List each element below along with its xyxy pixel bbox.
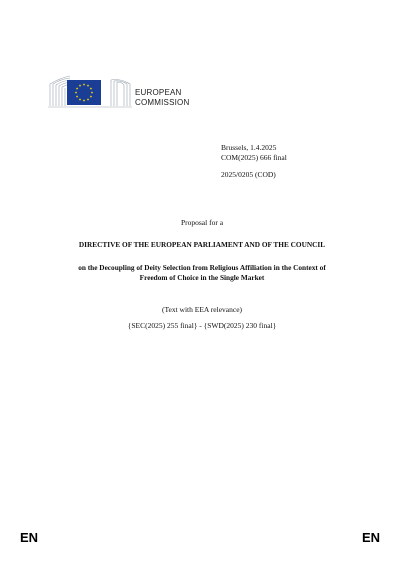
logo-line-european: EUROPEAN xyxy=(135,88,182,97)
proposal-for-label: Proposal for a xyxy=(180,218,224,227)
related-documents-refs: {SEC(2025) 255 final} - {SWD(2025) 230 final} xyxy=(127,321,277,330)
procedure-number: 2025/0205 (COD) xyxy=(221,170,276,179)
language-code-left: EN xyxy=(20,530,39,545)
com-reference: COM(2025) 666 final xyxy=(221,153,287,162)
place-date: Brussels, 1.4.2025 xyxy=(221,143,277,152)
subject-line-1: on the Decoupling of Deity Selection from Religious Affiliation in the Context of xyxy=(78,263,326,272)
logo-line-commission: COMMISSION xyxy=(135,98,190,107)
commission-building-emblem xyxy=(48,70,132,110)
document-reference-block xyxy=(221,143,287,180)
european-commission-logo xyxy=(48,70,198,110)
language-code-right: EN xyxy=(362,530,381,545)
directive-subject xyxy=(0,263,404,283)
logo-wordmark xyxy=(135,88,189,108)
subject-line-2: Freedom of Choice in the Single Market xyxy=(139,273,265,282)
eea-relevance-note: (Text with EEA relevance) xyxy=(161,305,243,314)
directive-title: DIRECTIVE OF THE EUROPEAN PARLIAMENT AND OF THE COUNCIL xyxy=(78,240,326,249)
